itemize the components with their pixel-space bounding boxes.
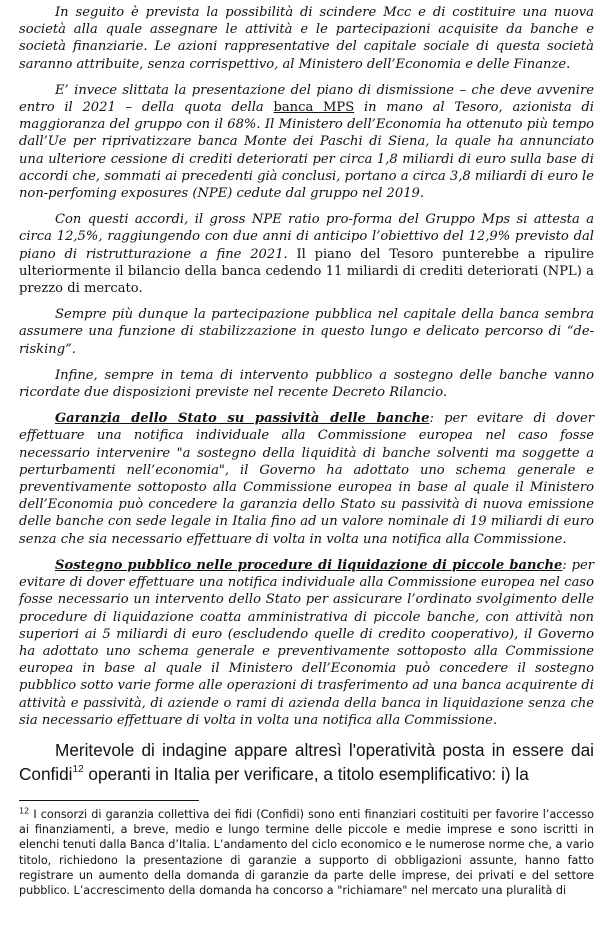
sostegno-pubblico-heading: Sostegno pubblico nelle procedure di liquidazione di piccole banche [55,557,563,573]
banca-mps-link[interactable]: banca MPS [273,100,355,116]
confidi-text-b: operanti in Italia per verificare, a titolo esemplificativo: i) la [83,763,529,784]
paragraph-mps-plan-text-a: E’ invece slittata la presentazione del piano di dismissione – che deve avvenire entro il 2021 – della quota della [19,82,594,116]
footnote-separator [19,800,199,801]
paragraph-decreto-rilancio: Infine, sempre in tema di intervento pubblico a sostegno delle banche vanno ricordate due disposizioni previste nel recente Decreto Rilancio. [19,367,594,401]
footnote-12 [19,807,594,898]
paragraph-npe-ratio-text-a: Con questi accordi, il gross NPE ratio pro-forma del Gruppo Mps si attesta a circa 12,5%, raggiungendo con due anni di anticipo l’obiettivo del 12,9% previsto dal piano di ristrutturazione a fine 2021. [19,212,594,262]
sostegno-pubblico-body: : per evitare di dover effettuare una notifica individuale alla Commissione europea nel caso fosse necessario un intervento dello Stato per assicurare l’ordinato svolgimento delle procedure di liquidazione coatta amministrativa di piccole banche, con attività non superiori ai 5 miliardi di euro (escludendo quelle di credito cooperativo), il Governo ha adottato uno schema generale e preventivamente sottoposto alla Commissione europea in base al quale il Ministero dell’Economia può concedere il sostegno pubblico sotto varie forme alle operazioni di trasferimento ad una banca acquirente di attività e passività, di aziende o rami di azienda della banca in liquidazione senza che sia necessario effettuare di volta in volta una notifica alla Commissione. [19,557,594,728]
document-page [19,4,594,898]
paragraph-mps-plan-text-b: in mano al Tesoro, azionista di maggioranza del gruppo con il 68%. Il Ministero dell’Economia ha ottenuto più tempo dall’Ue per riprivatizzare banca Monte dei Paschi di Siena, la quale ha annunciato una ulteriore cessione di crediti deteriorati per circa 1,8 miliardi di euro sulla base di accordi che, sommati ai precedenti già conclusi, portano a circa 3,8 miliardi di euro le non-perfoming exposures (NPE) cedute dal gruppo nel 2019. [19,100,594,202]
footnote-reference[interactable]: 12 [72,764,84,776]
footnote-text: I consorzi di garanzia collettiva dei fidi (Confidi) sono enti finanziari costituiti per favorire l’accesso ai finanziamenti, a breve, medio e lungo termine delle piccole e medie imprese e sono iscritti in elenchi tenuti dalla Banca d’Italia. L’andamento del ciclo economico e le numerose norme che, a vario titolo, richiedono la presentazione di garanzie a supporto di obbligazioni assunte, hanno fatto registrare un aumento della domanda di garanzie da parte delle imprese, dei privati e del settore pubblico. L’accrescimento della domanda ha concorso a "richiamare" nel mercato una pluralità di [19,807,594,897]
garanzia-stato-body: : per evitare di dover effettuare una notifica individuale alla Commissione europea nel caso fosse necessario intervenire "a sostegno della liquidità di banche solventi ma soggette a perturbamenti nell’economia", il Governo ha adottato uno schema generale e preventivamente sottoposto alla Commissione europea in base al quale il Ministero dell’Economia può concedere la garanzia dello Stato su passività di nuova emissione delle banche con sede legale in Italia fino ad un valore nominale di 19 miliardi di euro senza che sia necessario effettuare di volta in volta una notifica alla Commissione. [19,411,594,547]
paragraph-npe-ratio-text-b: Il piano del Tesoro punterebbe a ripulire ulteriormente il bilancio della banca cedendo 11 miliardi di crediti deteriorati (NPL) a prezzo di mercato. [19,246,594,297]
paragraph-sostegno-pubblico [19,557,594,729]
paragraph-de-risking: Sempre più dunque la partecipazione pubblica nel capitale della banca sembra assumere una funzione di stabilizzazione in questo lungo e delicato percorso di “de-risking”. [19,307,594,357]
footnote-number: 12 [19,806,30,816]
paragraph-mps-plan [19,82,594,202]
paragraph-mcc-split: In seguito è prevista la possibilità di scindere Mcc e di costituire una nuova società alla quale assegnare le attività e le partecipazioni acquisite da banche e società finanziarie. Le azioni rappresentative del capitale sociale di questa società saranno attribuite, senza corrispettivo, al Ministero dell’Economia e delle Finanze. [19,5,594,72]
garanzia-stato-heading: Garanzia dello Stato su passività delle banche [55,411,430,427]
paragraph-npe-ratio [19,211,594,297]
paragraph-confidi [19,738,594,786]
paragraph-garanzia-stato [19,410,594,548]
confidi-text-a: Meritevole di indagine appare altresì l'operatività posta in essere dai Confidi [19,739,594,784]
